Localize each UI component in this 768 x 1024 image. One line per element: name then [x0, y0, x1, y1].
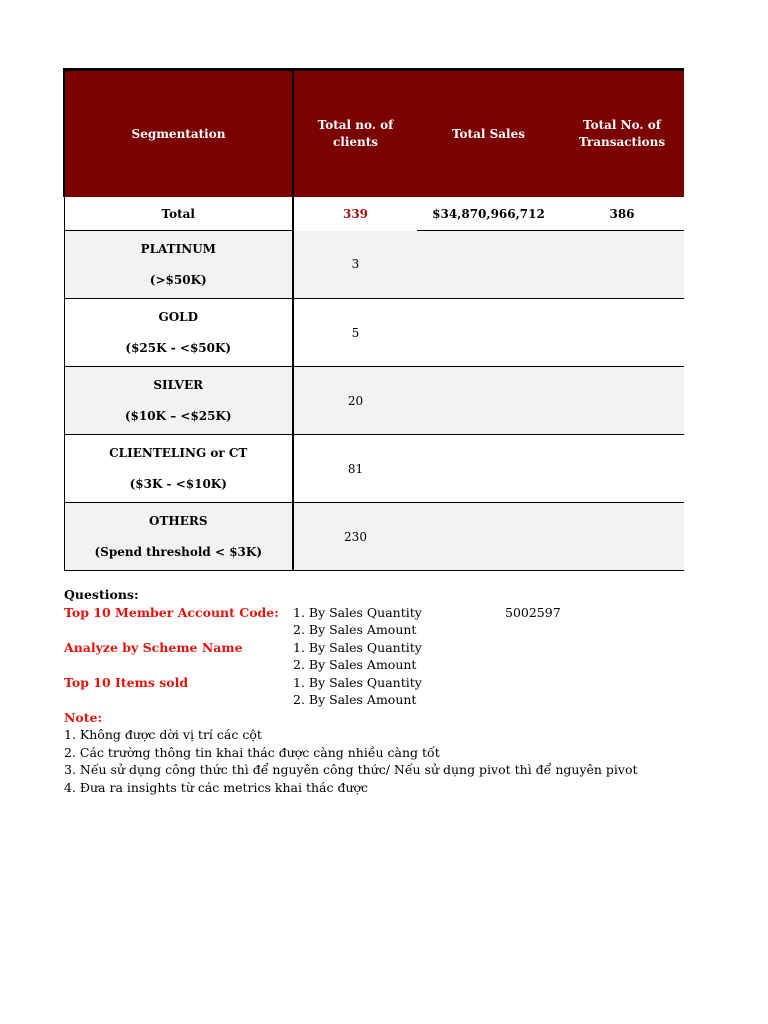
question-option[interactable]: 2. By Sales Amount — [293, 657, 417, 672]
clients-cell[interactable]: 5 — [293, 299, 417, 367]
note-title[interactable]: Note: — [64, 709, 103, 725]
note-line[interactable]: 1. Không được dời vị trí các cột — [64, 727, 262, 742]
transactions-cell[interactable] — [560, 231, 684, 299]
segmentation-sheet — [63, 68, 683, 571]
segment-cell-others[interactable] — [64, 503, 293, 571]
note-line[interactable]: 3. Nếu sử dụng công thức thì để nguyên công thức/ Nếu sử dụng pivot thì để nguyên pivot — [64, 762, 638, 777]
sales-cell[interactable] — [417, 503, 560, 571]
transactions-cell[interactable] — [560, 299, 684, 367]
segmentation-table — [63, 68, 684, 571]
segment-cell-platinum[interactable] — [64, 231, 293, 299]
question-option[interactable]: 2. By Sales Amount — [293, 622, 417, 637]
header-total-sales[interactable]: Total Sales — [417, 70, 560, 198]
question-row — [64, 621, 744, 639]
questions-section — [64, 586, 744, 796]
segment-name: GOLD — [158, 310, 199, 324]
sales-cell[interactable] — [417, 367, 560, 435]
question-option[interactable]: 2. By Sales Amount — [293, 692, 417, 707]
header-segmentation[interactable]: Segmentation — [64, 70, 293, 198]
table-row — [64, 503, 684, 571]
total-clients-cell[interactable]: 339 — [293, 197, 417, 231]
note-line[interactable]: 2. Các trường thông tin khai thác được càng nhiều càng tốt — [64, 744, 440, 760]
table-row — [64, 299, 684, 367]
question-answer-value[interactable]: 5002597 — [505, 604, 561, 620]
header-total-clients[interactable]: Total no. of clients — [293, 70, 417, 198]
segment-range: ($3K - <$10K) — [129, 477, 227, 491]
questions-title[interactable]: Questions: — [64, 587, 139, 602]
segment-range: (>$50K) — [149, 273, 207, 287]
total-row — [64, 197, 684, 231]
segment-range: ($10K – <$25K) — [124, 409, 232, 423]
segment-range: ($25K - <$50K) — [125, 341, 232, 355]
transactions-cell[interactable] — [560, 435, 684, 503]
question-label-member-account[interactable]: Top 10 Member Account Code: — [64, 604, 279, 620]
total-sales-cell[interactable]: $34,870,966,712 — [417, 197, 560, 231]
transactions-cell[interactable] — [560, 367, 684, 435]
segment-name: SILVER — [153, 378, 204, 392]
question-option[interactable]: 1. By Sales Quantity — [293, 604, 422, 620]
segment-cell-gold[interactable] — [64, 299, 293, 367]
header-total-transactions[interactable]: Total No. of Transactions — [560, 70, 684, 198]
question-option[interactable]: 1. By Sales Quantity — [293, 639, 422, 655]
clients-cell[interactable]: 230 — [293, 503, 417, 571]
total-transactions-cell[interactable]: 386 — [560, 197, 684, 231]
table-row — [64, 231, 684, 299]
note-line[interactable]: 4. Đưa ra insights từ các metrics khai thác được — [64, 779, 369, 795]
sales-cell[interactable] — [417, 435, 560, 503]
segment-cell-silver[interactable] — [64, 367, 293, 435]
segment-name: OTHERS — [148, 514, 208, 528]
question-option[interactable]: 1. By Sales Quantity — [293, 674, 422, 690]
segment-name: CLIENTELING or CT — [109, 446, 248, 460]
question-row — [64, 604, 744, 622]
sales-cell[interactable] — [417, 299, 560, 367]
header-row — [64, 70, 684, 198]
question-label-scheme-name[interactable]: Analyze by Scheme Name — [64, 639, 243, 655]
total-label-cell[interactable]: Total — [64, 197, 293, 231]
sales-cell[interactable] — [417, 231, 560, 299]
segment-cell-clienteling[interactable] — [64, 435, 293, 503]
question-row — [64, 691, 744, 709]
table-row — [64, 367, 684, 435]
clients-cell[interactable]: 20 — [293, 367, 417, 435]
table-row — [64, 435, 684, 503]
segment-range: (Spend threshold < $3K) — [94, 545, 263, 559]
clients-cell[interactable]: 81 — [293, 435, 417, 503]
segment-name: PLATINUM — [140, 242, 216, 256]
transactions-cell[interactable] — [560, 503, 684, 571]
question-row — [64, 674, 744, 692]
question-label-top-items[interactable]: Top 10 Items sold — [64, 674, 189, 690]
clients-cell[interactable]: 3 — [293, 231, 417, 299]
question-row — [64, 639, 744, 657]
question-row — [64, 656, 744, 674]
